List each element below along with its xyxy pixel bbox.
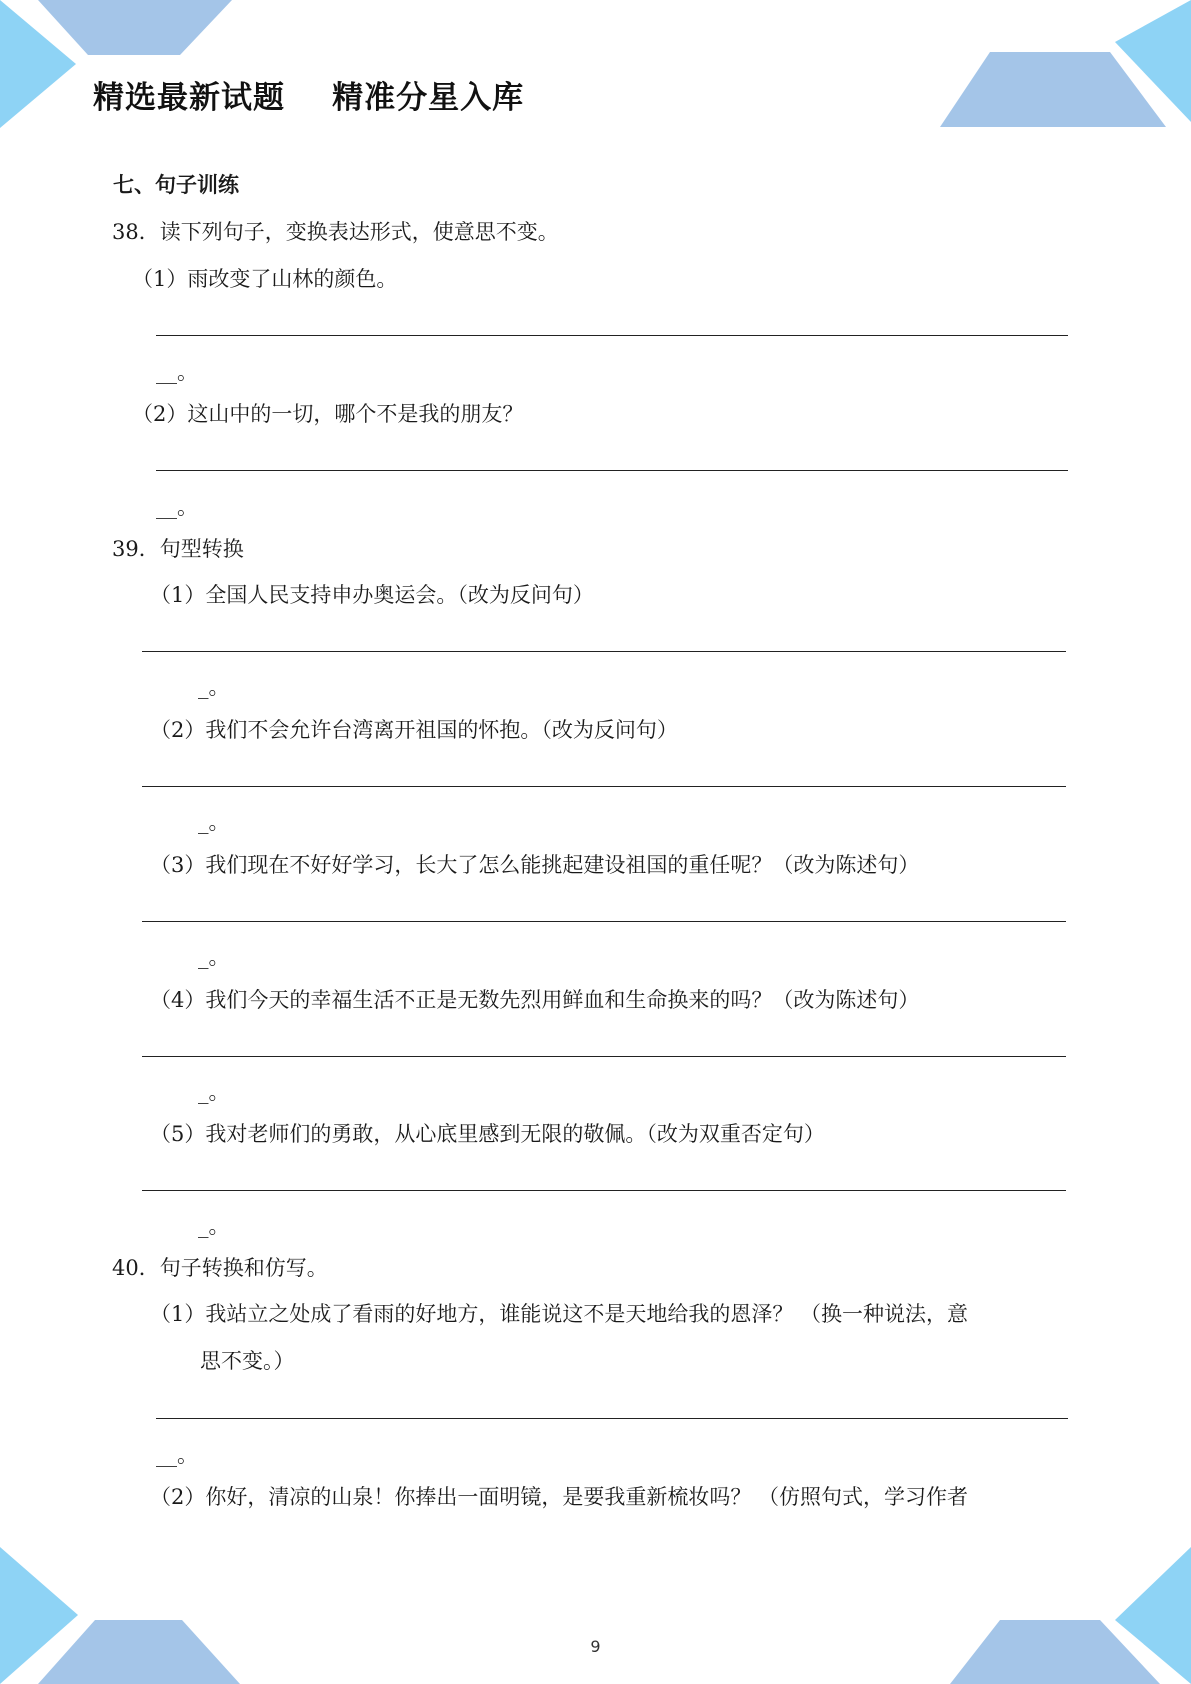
q40-blank-end-1: __。 (156, 1443, 198, 1467)
q39-stem: 39．句型转换 (112, 537, 244, 561)
q38-item-2: （2）这山中的一切，哪个不是我的朋友？ (132, 402, 524, 426)
q38-answer-line-2 (156, 470, 1068, 471)
q39-item-3: （3）我们现在不好好学习，长大了怎么能挑起建设祖国的重任呢？（改为陈述句） (150, 853, 920, 877)
header-title: 精选最新试题 精准分星入库 (93, 80, 525, 116)
q39-answer-line-2 (142, 786, 1066, 787)
top-right-trapezoid (940, 52, 1166, 127)
q39-blank-end-5: _。 (198, 1214, 230, 1238)
top-left-trapezoid (38, 0, 232, 55)
q39-item-1: （1）全国人民支持申办奥运会。（改为反问句） (150, 583, 594, 607)
q40-answer-line-1 (156, 1418, 1068, 1419)
q40-item-2: （2）你好，清凉的山泉！你捧出一面明镜，是要我重新梳妆吗？ （仿照句式，学习作者 (150, 1485, 969, 1509)
q39-answer-line-4 (142, 1056, 1066, 1057)
q38-blank-end-1: __。 (156, 360, 198, 384)
page-number: 9 (590, 1637, 601, 1656)
q39-item-5: （5）我对老师们的勇敢，从心底里感到无限的敬佩。（改为双重否定句） (150, 1122, 825, 1146)
q39-blank-end-3: _。 (198, 945, 230, 969)
q39-blank-end-1: _。 (198, 675, 230, 699)
q39-blank-end-2: _。 (198, 810, 230, 834)
section-title: 七、句子训练 (113, 173, 239, 197)
q38-item-1: （1）雨改变了山林的颜色。 (132, 267, 398, 291)
q39-answer-line-5 (142, 1190, 1066, 1191)
q38-blank-end-2: __。 (156, 495, 198, 519)
q40-item-1-line-1: （1）我站立之处成了看雨的好地方，谁能说这不是天地给我的恩泽？ （换一种说法，意 (150, 1302, 969, 1326)
q38-stem: 38．读下列句子，变换表达形式，使意思不变。 (112, 220, 559, 244)
q40-item-1-line-2: 思不变。） (200, 1349, 295, 1373)
q39-item-2: （2）我们不会允许台湾离开祖国的怀抱。（改为反问句） (150, 718, 678, 742)
q39-item-4: （4）我们今天的幸福生活不正是无数先烈用鲜血和生命换来的吗？（改为陈述句） (150, 988, 920, 1012)
q39-blank-end-4: _。 (198, 1080, 230, 1104)
q39-answer-line-3 (142, 921, 1066, 922)
q40-stem: 40．句子转换和仿写。 (112, 1256, 328, 1280)
q39-answer-line-1 (142, 651, 1066, 652)
q38-answer-line-1 (156, 335, 1068, 336)
